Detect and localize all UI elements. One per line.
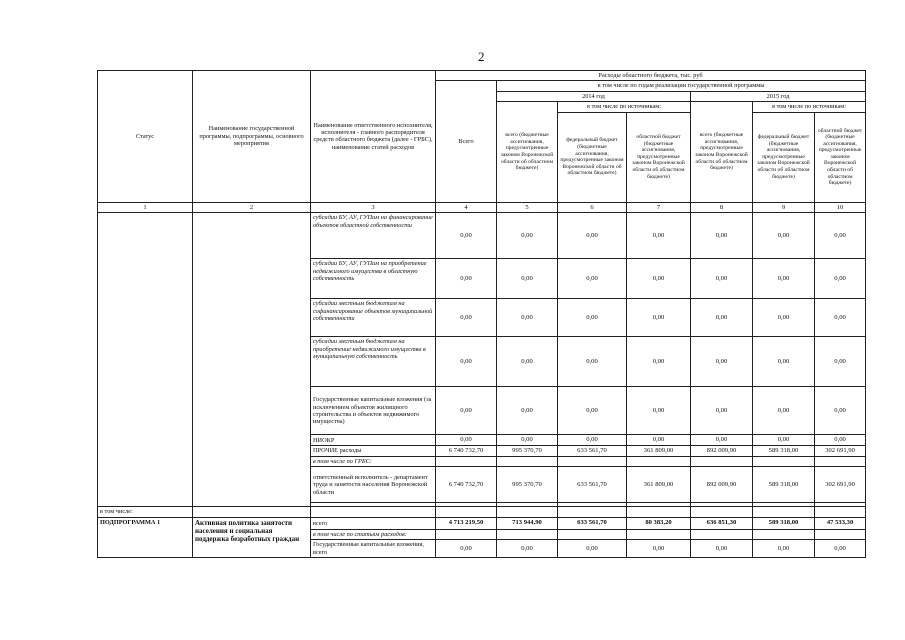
value-cell: 0,00	[691, 259, 753, 299]
value-cell: 0,00	[815, 337, 866, 387]
value-cell: 0,00	[691, 337, 753, 387]
subprogram-capital-label: Государственные капитальные вложения, всего	[311, 540, 436, 558]
value-cell: 0,00	[558, 387, 627, 435]
value-cell: 0,00	[753, 299, 815, 337]
header-total: Всего	[436, 81, 497, 202]
value-cell: 713 944,90	[497, 517, 558, 529]
value-cell: 0,00	[691, 213, 753, 259]
value-cell: 0,00	[753, 337, 815, 387]
value-cell: 0,00	[815, 387, 866, 435]
row-label: ответственный исполнитель - департамент труда и занятости населения Воронежской области	[311, 467, 436, 503]
header-sources-2014: в том числе по источникам:	[558, 102, 691, 112]
subprogram-total-label: всего	[311, 517, 436, 529]
value-cell: 6 740 732,70	[436, 446, 497, 457]
col-index: 9	[753, 202, 815, 213]
col-index: 10	[815, 202, 866, 213]
value-cell: 0,00	[436, 299, 497, 337]
value-cell: 633 561,70	[558, 517, 627, 529]
value-cell: 0,00	[815, 259, 866, 299]
value-cell: 80 383,20	[627, 517, 691, 529]
value-cell: 0,00	[558, 259, 627, 299]
value-cell: 0,00	[497, 259, 558, 299]
value-cell: 0,00	[627, 387, 691, 435]
value-cell: 0,00	[558, 213, 627, 259]
value-cell: 0,00	[815, 435, 866, 446]
value-cell: 0,00	[497, 213, 558, 259]
col-index: 5	[497, 202, 558, 213]
value-cell: 4 713 219,50	[436, 517, 497, 529]
header-year-2015: 2015 год	[691, 91, 866, 101]
header-all-2015: всего (бюджетные ассигнования, предусмотренные законом Воронежской области об областном бюджете)	[691, 102, 753, 202]
program-cell-empty	[193, 213, 311, 507]
value-cell: 0,00	[815, 213, 866, 259]
value-cell: 0,00	[497, 387, 558, 435]
value-cell: 0,00	[497, 435, 558, 446]
value-cell: 0,00	[627, 213, 691, 259]
row-label: ПРОЧИЕ расходы	[311, 446, 436, 457]
row-label: в том числе по ГРБС:	[311, 456, 436, 466]
col-index: 4	[436, 202, 497, 213]
value-cell: 0,00	[815, 299, 866, 337]
value-cell: 361 809,00	[627, 446, 691, 457]
value-cell: 892 009,90	[691, 467, 753, 503]
subprogram-incl-articles: в том числе по статьям расходов:	[311, 529, 436, 539]
value-cell: 589 318,00	[753, 467, 815, 503]
header-reg-2014: областной бюджет (бюджетные ассигнования, предусмотренные законом Воронежской области об областном бюджете)	[627, 112, 691, 202]
row-label: субсидии БУ, АУ, ГУПам на финансирование объектов областной собственности	[311, 213, 436, 259]
value-cell: 0,00	[691, 387, 753, 435]
subprogram-status: ПОДПРОГРАММА 1	[98, 517, 193, 557]
header-reg-2015: областной бюджет (бюджетные ассигнования, предусмотренные законом Воронежской области об областном бюджете)	[815, 112, 866, 202]
col-index: 1	[98, 202, 193, 213]
value-cell: 361 809,00	[627, 467, 691, 503]
row-label: субсидии БУ, АУ, ГУПам на приобретение недвижимого имущества в областную собственность	[311, 259, 436, 299]
value-cell: 0,00	[753, 259, 815, 299]
header-incl-years: в том числе по годам реализации государственной программы	[497, 81, 866, 91]
value-cell: 0,00	[691, 435, 753, 446]
col-index: 6	[558, 202, 627, 213]
value-cell: 0,00	[627, 435, 691, 446]
table-row	[98, 213, 866, 259]
col-index: 3	[311, 202, 436, 213]
header-program-name: Наименование государственной программы, подпрограммы, основного мероприятия	[193, 71, 311, 203]
value-cell: 0,00	[436, 213, 497, 259]
subprogram-name: Активная политика занятости населения и социальная поддержка безработных граждан	[193, 517, 311, 557]
value-cell: 0,00	[691, 540, 753, 558]
value-cell: 0,00	[815, 540, 866, 558]
value-cell: 995 370,70	[497, 467, 558, 503]
value-cell: 0,00	[627, 337, 691, 387]
value-cell: 47 533,30	[815, 517, 866, 529]
value-cell: 633 561,70	[558, 467, 627, 503]
header-status: Статус	[98, 71, 193, 203]
value-cell: 0,00	[436, 387, 497, 435]
value-cell: 0,00	[558, 435, 627, 446]
incl-label: в том числе:	[98, 507, 193, 517]
value-cell: 0,00	[753, 213, 815, 259]
budget-table	[97, 70, 866, 558]
value-cell: 0,00	[627, 259, 691, 299]
value-cell: 0,00	[753, 435, 815, 446]
col-index: 8	[691, 202, 753, 213]
col-index: 7	[627, 202, 691, 213]
value-cell: 0,00	[558, 299, 627, 337]
col-index: 2	[193, 202, 311, 213]
value-cell: 636 851,30	[691, 517, 753, 529]
header-expenses-title: Расходы областного бюджета, тыс. руб	[436, 71, 866, 81]
row-label: субсидии местным бюджетам на приобретение недвижимого имущества в муниципальную собственность	[311, 337, 436, 387]
value-cell: 0,00	[558, 337, 627, 387]
value-cell: 892 009,90	[691, 446, 753, 457]
value-cell: 302 691,90	[815, 446, 866, 457]
table-row	[98, 517, 866, 529]
value-cell: 6 740 732,70	[436, 467, 497, 503]
value-cell: 0,00	[691, 299, 753, 337]
value-cell: 995 370,70	[497, 446, 558, 457]
header-executor: Наименование ответственного исполнителя, исполнителя - главного распорядителя средств областного бюджета (далее - ГРБС), наименование статей расходов	[311, 71, 436, 203]
value-cell: 0,00	[436, 435, 497, 446]
value-cell: 0,00	[497, 299, 558, 337]
value-cell: 0,00	[436, 259, 497, 299]
header-fed-2015: федеральный бюджет (бюджетные ассигнования, предусмотренные законом Воронежской области об областном бюджете)	[753, 112, 815, 202]
status-cell-empty	[98, 213, 193, 507]
value-cell: 0,00	[497, 540, 558, 558]
header-year-2014: 2014 год	[497, 91, 691, 101]
row-label: НИОКР	[311, 435, 436, 446]
value-cell: 0,00	[753, 387, 815, 435]
value-cell: 0,00	[753, 540, 815, 558]
header-all-2014: всего (бюджетные ассигнования, предусмотренные законом Воронежской области об областном бюджете)	[497, 102, 558, 202]
header-fed-2014: федеральный бюджет (бюджетные ассигнования, предусмотренные законом Воронежской области об областном бюджете)	[558, 112, 627, 202]
value-cell: 0,00	[436, 540, 497, 558]
value-cell: 589 318,00	[753, 517, 815, 529]
value-cell: 302 691,90	[815, 467, 866, 503]
value-cell: 0,00	[627, 540, 691, 558]
value-cell: 0,00	[627, 299, 691, 337]
row-label: субсидии местным бюджетам на софинансирование объектов муниципальной собственности	[311, 299, 436, 337]
value-cell: 0,00	[436, 337, 497, 387]
value-cell: 0,00	[558, 540, 627, 558]
row-label: Государственные капитальные вложения (за исключением объектов жилищного строительства и объектов недвижимого имущества)	[311, 387, 436, 435]
value-cell: 589 318,00	[753, 446, 815, 457]
page-number: 2	[478, 49, 485, 64]
value-cell: 633 561,70	[558, 446, 627, 457]
header-sources-2015: в том числе по источникам:	[753, 102, 866, 112]
value-cell: 0,00	[497, 337, 558, 387]
